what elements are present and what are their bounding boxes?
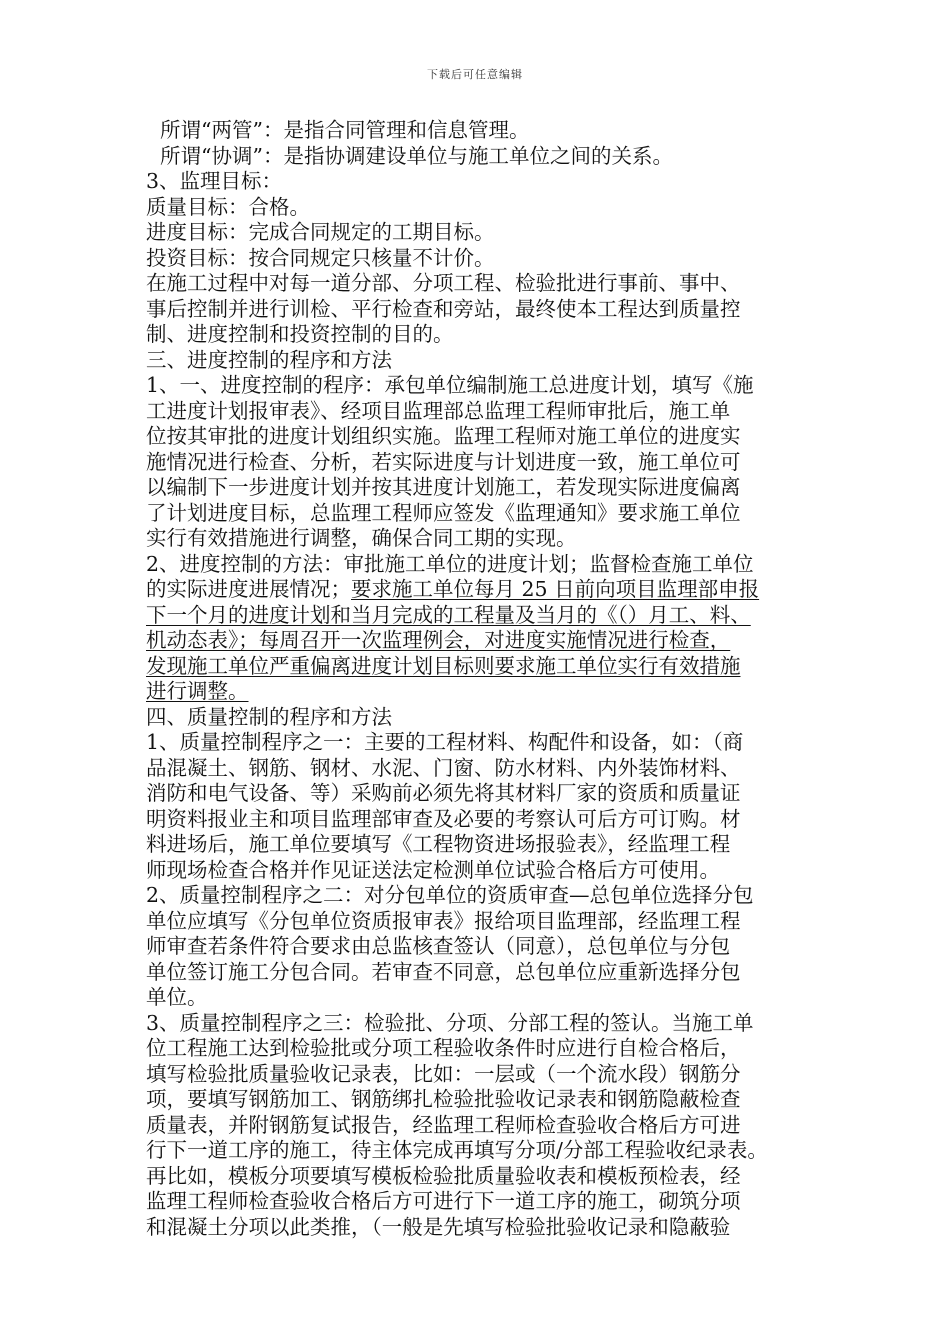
paragraph-line: 位按其审批的进度计划组织实施。监理工程师对施工单位的进度实 [146, 424, 741, 448]
page-header: 下载后可任意编辑 [427, 68, 523, 81]
paragraph-line: 1、一、进度控制的程序：承包单位编制施工总进度计划，填写《施 [146, 373, 754, 397]
paragraph-line: 事后控制并进行训检、平行检查和旁站，最终使本工程达到质量控 [146, 296, 741, 321]
underlined-line: 机动态表》；每周召开一次监理例会，对进度实施情况进行检查， [146, 628, 731, 652]
paragraph-line: 明资料报业主和项目监理部审查及必要的考察认可后方可订购。材 [146, 806, 741, 831]
paragraph-line: 投资目标：按合同规定只核量不计价。 [146, 245, 495, 270]
paragraph-line: 单位。 [146, 985, 208, 1009]
section-heading: 3、监理目标： [146, 169, 283, 193]
paragraph-line [146, 577, 818, 603]
section-heading: 三、进度控制的程序和方法 [146, 347, 392, 372]
underlined-text: 进行调整。 [146, 679, 249, 703]
paragraph-line [146, 679, 818, 705]
underlined-line: 下一个月的进度计划和当月完成的工程量及当月的《（）月工、料、 [146, 602, 751, 627]
paragraph-line: 工进度计划报审表》、经项目监理部总监理工程师审批后，施工单 [146, 398, 731, 423]
paragraph-line: 2、质量控制程序之二：对分包单位的资质审查—总包单位选择分包 [146, 883, 754, 907]
paragraph-line: 品混凝土、钢筋、钢材、水泥、门窗、防水材料、内外装饰材料、 [146, 755, 741, 780]
paragraph-line: 质量表，并附钢筋复试报告，经监理工程师检查验收合格后方可进 [146, 1112, 741, 1137]
paragraph-line: 在施工过程中对每一道分部、分项工程、检验批进行事前、事中、 [146, 271, 741, 295]
paragraph-line: 2、进度控制的方法：审批施工单位的进度计划；监督检查施工单位 [146, 551, 754, 576]
paragraph-line: 单位应填写《分包单位资质报审表》报给项目监理部，经监理工程 [146, 908, 741, 933]
paragraph-line: 实行有效措施进行调整，确保合同工期的实现。 [146, 526, 577, 550]
underlined-text: 要求施工单位每月 25 日前向项目监理部申报 [351, 577, 760, 601]
paragraph-line: 师现场检查合格并作见证送法定检测单位试验合格后方可使用。 [146, 857, 720, 882]
paragraph-line: 行下一道工序的施工，待主体完成再填写分项/分部工程验收纪录表。 [146, 1138, 768, 1162]
paragraph-line: 施情况进行检查、分析，若实际进度与计划进度一致，施工单位可 [146, 449, 741, 474]
paragraph-line: 以编制下一步进度计划并按其进度计划施工，若发现实际进度偏离 [146, 475, 741, 499]
plain-text: 的实际进度进展情况； [146, 577, 351, 601]
paragraph-line: 消防和电气设备、等）采购前必须先将其材料厂家的资质和质量证 [146, 781, 741, 805]
paragraph-line: 质量目标：合格。 [146, 194, 310, 219]
paragraph-line: 制、进度控制和投资控制的目的。 [146, 322, 454, 346]
section-heading: 四、质量控制的程序和方法 [146, 704, 392, 729]
underlined-line: 发现施工单位严重偏离进度计划目标则要求施工单位实行有效措施 [146, 653, 741, 678]
paragraph-line: 项，要填写钢筋加工、钢筋绑扎检验批验收记录表和钢筋隐蔽检查 [146, 1087, 741, 1111]
paragraph-line: 位工程施工达到检验批或分项工程验收条件时应进行自检合格后， [146, 1036, 741, 1060]
paragraph-line: 监理工程师检查验收合格后方可进行下一道工序的施工，砌筑分项 [146, 1189, 741, 1213]
paragraph-line: 师审查若条件符合要求由总监核查签认（同意），总包单位与分包 [146, 934, 731, 958]
paragraph-line: 所谓“协调”：是指协调建设单位与施工单位之间的关系。 [160, 143, 673, 168]
document-body [146, 118, 818, 1240]
paragraph-line: 3、质量控制程序之三：检验批、分项、分部工程的签认。当施工单 [146, 1010, 754, 1035]
paragraph-line: 再比如，模板分项要填写模板检验批质量验收表和模板预检表，经 [146, 1163, 741, 1188]
paragraph-line: 单位签订施工分包合同。若审查不同意，总包单位应重新选择分包 [146, 959, 741, 984]
paragraph-line: 所谓“两管”：是指合同管理和信息管理。 [160, 118, 530, 142]
paragraph-line: 和混凝土分项以此类推，（一般是先填写检验批验收记录和隐蔽验 [146, 1214, 731, 1239]
paragraph-line: 料进场后，施工单位要填写《工程物资进场报验表》，经监理工程 [146, 832, 731, 856]
paragraph-line: 进度目标：完成合同规定的工期目标。 [146, 220, 495, 244]
paragraph-line: 1、质量控制程序之一：主要的工程材料、构配件和设备，如：（商 [146, 730, 744, 754]
paragraph-line: 填写检验批质量验收记录表，比如：一层或（一个流水段）钢筋分 [146, 1061, 741, 1086]
paragraph-line: 了计划进度目标，总监理工程师应签发《监理通知》要求施工单位 [146, 500, 741, 525]
